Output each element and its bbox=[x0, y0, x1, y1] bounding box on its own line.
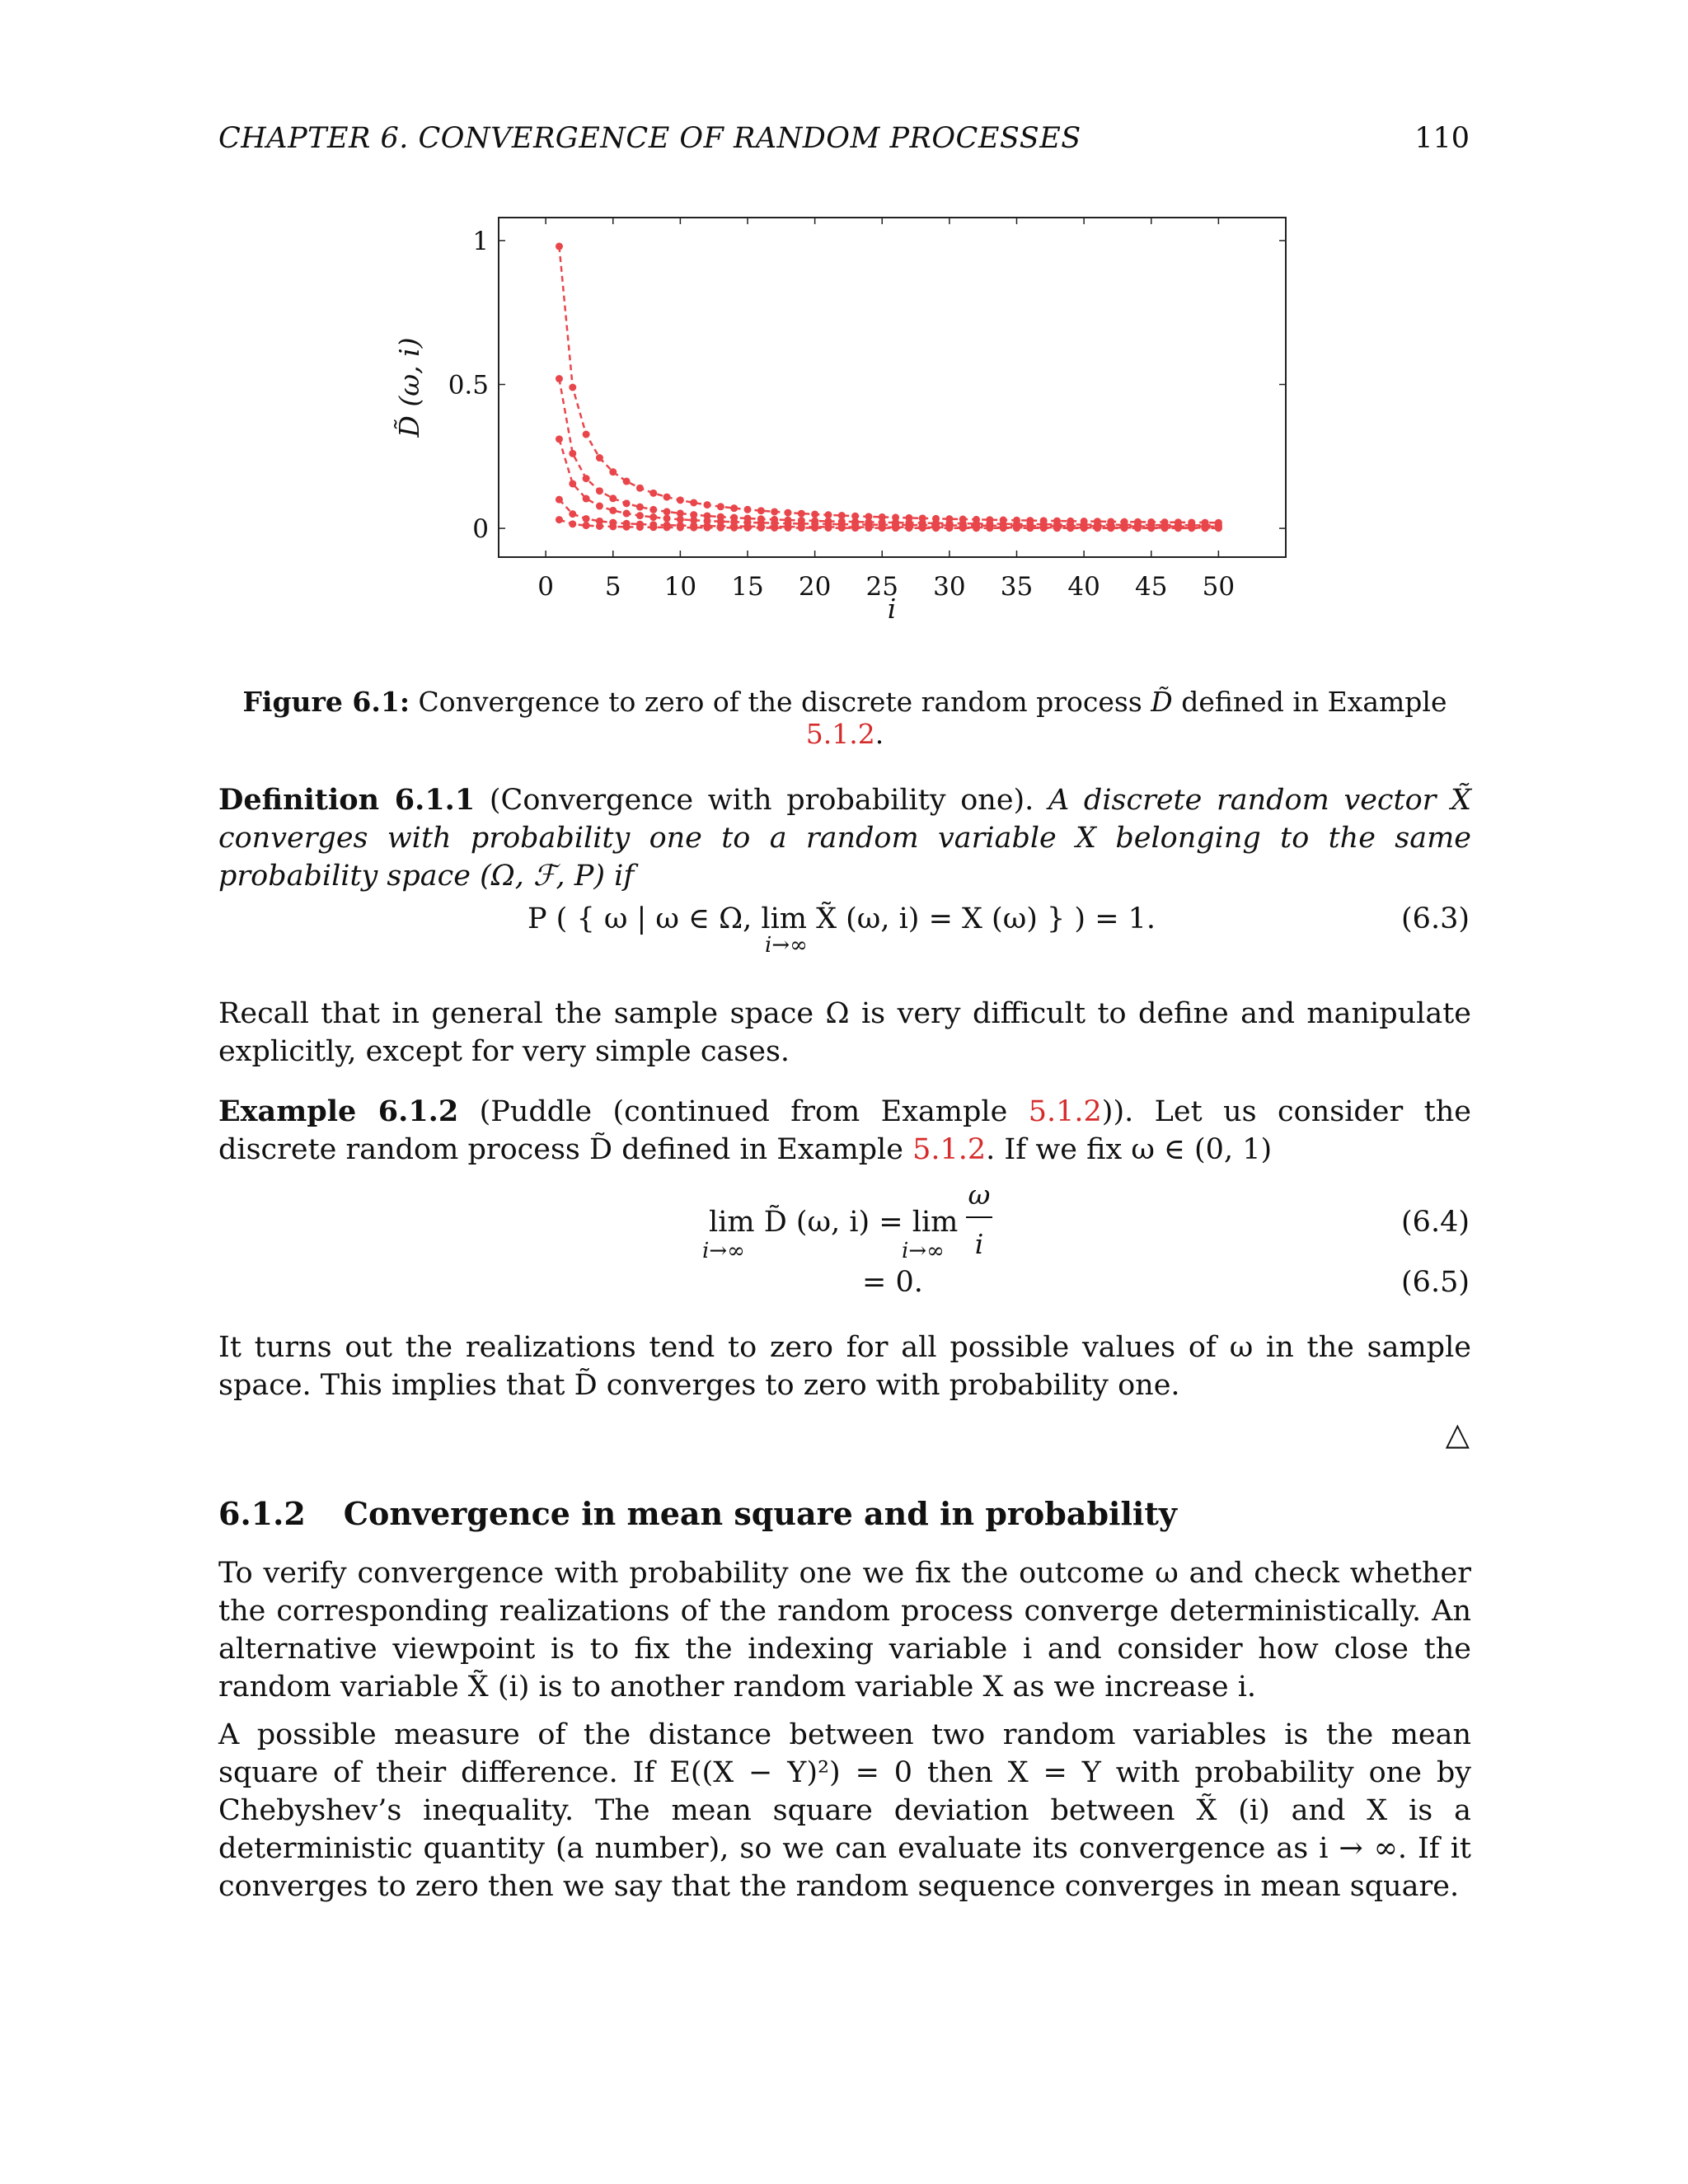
data-point bbox=[1107, 524, 1114, 532]
data-point bbox=[798, 510, 805, 518]
data-point bbox=[649, 490, 657, 497]
data-point bbox=[569, 520, 576, 527]
definition-name: (Convergence with probability one). bbox=[475, 784, 1034, 817]
equation-number-6-3: (6.3) bbox=[1401, 902, 1470, 935]
data-point bbox=[1134, 524, 1142, 532]
data-point bbox=[569, 510, 576, 518]
axis-ticks bbox=[448, 218, 1286, 602]
equation-6-4-lhs: lim D̃ (ω, i) = lim bbox=[709, 1206, 959, 1239]
example-text-2: )). Let us consider the discrete random process D̃ defined in Example bbox=[218, 1095, 1471, 1166]
data-point bbox=[771, 508, 778, 515]
data-point bbox=[649, 506, 657, 513]
data-point bbox=[1081, 524, 1088, 532]
definition-label: Definition 6.1.1 bbox=[218, 783, 476, 817]
data-point bbox=[879, 524, 886, 532]
caption-text-after: defined in Example bbox=[1172, 686, 1447, 718]
equation-6-4-denominator: i bbox=[974, 1228, 984, 1260]
data-point bbox=[583, 475, 590, 482]
x-tick-label: 35 bbox=[1000, 572, 1034, 602]
data-point bbox=[556, 242, 563, 250]
caption-text: Convergence to zero of the discrete random process bbox=[410, 686, 1151, 718]
data-series bbox=[556, 242, 1222, 532]
data-point bbox=[569, 450, 576, 457]
data-point bbox=[932, 524, 940, 532]
data-point bbox=[784, 509, 791, 517]
x-tick-label: 30 bbox=[933, 572, 966, 602]
data-point bbox=[596, 523, 603, 530]
data-point bbox=[649, 523, 657, 531]
data-point bbox=[838, 524, 846, 532]
data-point bbox=[623, 510, 631, 518]
end-of-example-triangle-icon: △ bbox=[1445, 1416, 1470, 1452]
data-point bbox=[1188, 524, 1195, 532]
x-tick-label: 10 bbox=[663, 572, 697, 602]
data-point bbox=[945, 524, 953, 532]
y-tick-label: 1 bbox=[472, 226, 489, 256]
data-point bbox=[690, 499, 697, 506]
data-point bbox=[905, 524, 912, 532]
caption-ref-link[interactable]: 5.1.2 bbox=[805, 718, 875, 750]
series-line-4 bbox=[559, 499, 1218, 527]
equation-6-5: = 0. bbox=[862, 1266, 923, 1299]
data-point bbox=[636, 504, 644, 511]
data-point bbox=[556, 435, 563, 443]
data-point bbox=[636, 485, 644, 492]
example-label: Example 6.1.2 bbox=[218, 1094, 459, 1128]
equation-6-3 bbox=[528, 902, 1156, 935]
body-paragraph-1: To verify convergence with probability one we fix the outcome ω and check whether the corresponding realizations of the random process converge deterministically. An alternative viewpoint is to fix the indexing variable i and consider how close the random variable X̃ (i) is to another random variable X as we increase i. bbox=[218, 1557, 1471, 1704]
equation-number-6-5: (6.5) bbox=[1401, 1266, 1470, 1299]
data-point bbox=[784, 524, 791, 532]
data-point bbox=[596, 487, 603, 494]
data-point bbox=[1053, 524, 1061, 532]
equation-6-4-numerator: ω bbox=[968, 1179, 991, 1211]
recall-paragraph: Recall that in general the sample space Ω is very difficult to define and manipulate explicitly, except for very simple cases. bbox=[218, 997, 1471, 1068]
data-point bbox=[1013, 524, 1020, 532]
data-point bbox=[811, 510, 818, 518]
data-point bbox=[973, 524, 980, 532]
x-tick-label: 0 bbox=[537, 572, 555, 602]
data-point bbox=[1161, 524, 1169, 532]
data-point bbox=[663, 523, 671, 531]
y-tick-label: 0 bbox=[472, 514, 489, 545]
data-point bbox=[959, 524, 967, 532]
data-point bbox=[583, 431, 590, 438]
equation-number-6-4: (6.4) bbox=[1401, 1206, 1470, 1239]
data-point bbox=[583, 515, 590, 523]
data-point bbox=[677, 496, 684, 504]
data-point bbox=[636, 523, 644, 531]
x-tick-label: 40 bbox=[1067, 572, 1100, 602]
data-point bbox=[649, 513, 657, 521]
data-point bbox=[623, 523, 631, 531]
body-paragraph-2: A possible measure of the distance between two random variables is the mean square of their difference. If E((X − Y)²) = 0 then X = Y with probability one by Chebyshev’s inequality. The mean square deviation between X̃ (i) and X is a deterministic quantity (a number), so we can evaluate its convergence as i → ∞. If it converges to zero then we say that the random sequence converges in mean square. bbox=[218, 1718, 1471, 1903]
caption-label: Figure 6.1: bbox=[242, 686, 410, 718]
data-point bbox=[798, 524, 805, 532]
data-point bbox=[1026, 524, 1034, 532]
data-point bbox=[623, 478, 631, 485]
example-text-3: . If we fix ω ∈ (0, 1) bbox=[986, 1133, 1273, 1166]
x-tick-label: 25 bbox=[865, 572, 898, 602]
data-point bbox=[892, 524, 899, 532]
data-point bbox=[811, 524, 818, 532]
data-point bbox=[663, 515, 671, 523]
fraction-bar bbox=[966, 1216, 992, 1218]
data-point bbox=[717, 524, 724, 532]
data-point bbox=[1175, 524, 1182, 532]
data-point bbox=[556, 516, 563, 523]
caption-symbol: D̃ bbox=[1151, 686, 1173, 718]
equation-6-4-sub-1: i→∞ bbox=[702, 1239, 745, 1263]
conclusion-paragraph: It turns out the realizations tend to zero for all possible values of ω in the sample space. This implies that D̃ converges to zero with probability one. bbox=[218, 1331, 1471, 1402]
page-number: 110 bbox=[1414, 122, 1470, 155]
data-point bbox=[663, 494, 671, 501]
data-point bbox=[1040, 524, 1048, 532]
x-tick-label: 50 bbox=[1202, 572, 1236, 602]
data-point bbox=[704, 501, 711, 509]
equation-6-3-body: P ( { ω | ω ∈ Ω, lim X̃ (ω, i) = X (ω) } ) = 1. bbox=[528, 902, 1156, 935]
data-point bbox=[1094, 524, 1101, 532]
series-line-2 bbox=[559, 379, 1218, 526]
data-point bbox=[569, 384, 576, 391]
data-point bbox=[609, 523, 617, 530]
convergence-plot bbox=[363, 206, 1319, 635]
example-text-1: (Puddle (continued from Example bbox=[458, 1095, 1029, 1128]
data-point bbox=[636, 512, 644, 519]
definition-6-1-1 bbox=[218, 781, 1471, 895]
data-point bbox=[1000, 524, 1007, 532]
x-axis-label: i bbox=[887, 593, 897, 625]
data-point bbox=[730, 524, 738, 532]
example-ref-link-2[interactable]: 5.1.2 bbox=[912, 1133, 987, 1166]
data-point bbox=[730, 504, 738, 512]
caption-end: . bbox=[874, 718, 884, 750]
data-point bbox=[690, 524, 697, 532]
equation-6-4-sub-2: i→∞ bbox=[902, 1239, 945, 1263]
definition-body: A discrete random vector X̃ converges with probability one to a random variable X belonging to the same probability space (Ω, ℱ, P) if bbox=[218, 784, 1471, 893]
example-ref-link-1[interactable]: 5.1.2 bbox=[1028, 1095, 1102, 1128]
data-point bbox=[1215, 524, 1222, 532]
example-6-1-2 bbox=[218, 1093, 1471, 1169]
data-point bbox=[583, 522, 590, 529]
data-point bbox=[986, 524, 993, 532]
x-tick-label: 5 bbox=[604, 572, 621, 602]
section-title: Convergence in mean square and in probability bbox=[343, 1495, 1177, 1532]
data-point bbox=[556, 375, 563, 382]
data-point bbox=[609, 468, 617, 476]
data-point bbox=[1121, 524, 1128, 532]
data-point bbox=[583, 495, 590, 503]
data-point bbox=[771, 524, 778, 532]
series-line-1 bbox=[559, 246, 1218, 523]
data-point bbox=[704, 524, 711, 532]
section-heading bbox=[218, 1495, 1177, 1532]
section-number: 6.1.2 bbox=[218, 1495, 306, 1532]
data-point bbox=[744, 506, 752, 513]
data-point bbox=[623, 499, 631, 507]
running-header: CHAPTER 6. CONVERGENCE OF RANDOM PROCESSES bbox=[218, 122, 1081, 155]
data-point bbox=[1202, 524, 1209, 532]
plot-frame bbox=[499, 218, 1286, 557]
y-tick-label: 0.5 bbox=[448, 370, 489, 401]
data-point bbox=[1067, 524, 1074, 532]
data-point bbox=[596, 503, 603, 510]
figure-caption bbox=[218, 686, 1471, 750]
data-point bbox=[596, 454, 603, 462]
data-point bbox=[569, 480, 576, 487]
data-point bbox=[663, 508, 671, 515]
data-point bbox=[717, 503, 724, 510]
data-point bbox=[1147, 524, 1155, 532]
data-point bbox=[919, 524, 926, 532]
data-point bbox=[609, 494, 617, 502]
equation-6-3-limit-sub: i→∞ bbox=[765, 933, 808, 958]
series-line-3 bbox=[559, 439, 1218, 527]
y-axis-label: D̃ (ω, i) bbox=[393, 337, 425, 438]
data-point bbox=[744, 524, 752, 532]
data-point bbox=[677, 524, 684, 532]
data-point bbox=[757, 507, 765, 514]
data-point bbox=[556, 496, 563, 504]
data-point bbox=[824, 524, 832, 532]
data-point bbox=[851, 524, 859, 532]
x-tick-label: 15 bbox=[731, 572, 764, 602]
x-tick-label: 20 bbox=[798, 572, 832, 602]
data-point bbox=[757, 524, 765, 532]
data-point bbox=[865, 524, 872, 532]
data-point bbox=[609, 507, 617, 514]
x-tick-label: 45 bbox=[1135, 572, 1168, 602]
